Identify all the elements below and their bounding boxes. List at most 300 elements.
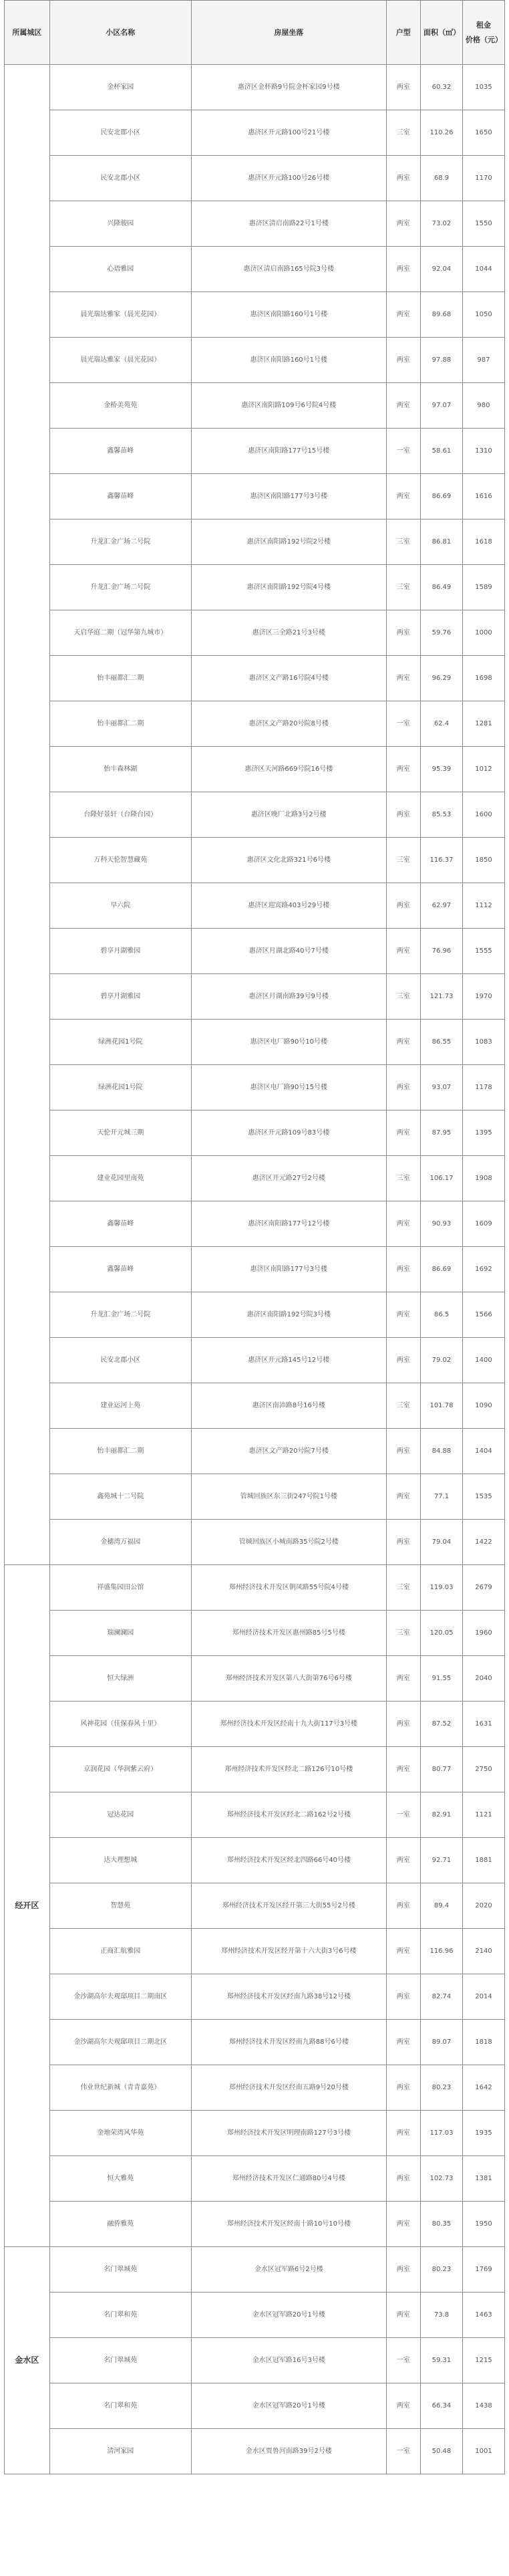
- area-cell: 58.61: [420, 429, 462, 474]
- community-cell: 早六院: [49, 883, 191, 929]
- area-cell: 96.29: [420, 656, 462, 701]
- address-cell: 管城回族区东三街247号院1号楼: [191, 1474, 386, 1520]
- rent-cell: 1178: [462, 1065, 504, 1110]
- type-cell: 两室: [386, 2202, 420, 2247]
- table-row: [5, 2020, 505, 2065]
- type-cell: 三室: [386, 1156, 420, 1201]
- area-cell: 119.03: [420, 1565, 462, 1611]
- type-cell: 两室: [386, 156, 420, 201]
- area-cell: 76.96: [420, 929, 462, 974]
- type-cell: 两室: [386, 1429, 420, 1474]
- address-cell: 郑州经济技术开发区朝凤路55号院4号楼: [191, 1565, 386, 1611]
- type-cell: 两室: [386, 1929, 420, 1974]
- rent-cell: 1550: [462, 201, 504, 247]
- table-row: [5, 201, 505, 247]
- rent-cell: 1381: [462, 2156, 504, 2202]
- community-cell: 心语雅园: [49, 247, 191, 292]
- table-row: [5, 1429, 505, 1474]
- community-cell: 金穗湾万福园: [49, 1520, 191, 1565]
- table-row: [5, 792, 505, 838]
- community-cell: 怡丰森林湖: [49, 747, 191, 792]
- community-cell: 祥盛集园田公馆: [49, 1565, 191, 1611]
- community-cell: 鑫馨苗峰: [49, 1247, 191, 1292]
- table-row: [5, 1065, 505, 1110]
- type-cell: 一室: [386, 2429, 420, 2474]
- rent-cell: 1170: [462, 156, 504, 201]
- address-cell: 惠济区月湖南路39号9号楼: [191, 974, 386, 1020]
- type-cell: 两室: [386, 1883, 420, 1929]
- table-row: [5, 1520, 505, 1565]
- address-cell: 惠济区开元路145号12号楼: [191, 1338, 386, 1383]
- type-cell: 一室: [386, 701, 420, 747]
- community-cell: 鑫馨苗峰: [49, 1201, 191, 1247]
- community-cell: 京润花园（华润紫云府）: [49, 1747, 191, 1792]
- community-cell: 升龙汇金广场二号院: [49, 565, 191, 610]
- community-cell: 金地荣湾风华苑: [49, 2111, 191, 2156]
- community-cell: 鑫馨苗峰: [49, 474, 191, 519]
- community-cell: 民安北郡小区: [49, 1338, 191, 1383]
- community-cell: 建业运河上苑: [49, 1383, 191, 1429]
- type-cell: 两室: [386, 2156, 420, 2202]
- type-cell: 三室: [386, 110, 420, 156]
- rent-cell: 1881: [462, 1838, 504, 1883]
- table-row: [5, 1383, 505, 1429]
- rent-cell: 1112: [462, 883, 504, 929]
- community-cell: 晨光瑞达雅家（晨光花园）: [49, 338, 191, 383]
- header-rent-line2: 价格（元）: [465, 35, 502, 44]
- address-cell: 郑州经济技术开发区经南十路10号10号楼: [191, 2202, 386, 2247]
- address-cell: 惠济区金杯路9号院金杯家园9号楼: [191, 65, 386, 110]
- rent-cell: 1001: [462, 2429, 504, 2474]
- district-cell: 金水区: [5, 2247, 50, 2474]
- rental-listings-table: [4, 0, 505, 2474]
- address-cell: 惠济区文化北路321号6号楼: [191, 838, 386, 883]
- rent-cell: 1555: [462, 929, 504, 974]
- address-cell: 惠济区晚厂北路3号2号楼: [191, 792, 386, 838]
- table-row: [5, 2156, 505, 2202]
- table-row: [5, 1565, 505, 1611]
- community-cell: 正商汇航雅园: [49, 1929, 191, 1974]
- table-row: [5, 2247, 505, 2293]
- table-row: [5, 883, 505, 929]
- rent-cell: 1850: [462, 838, 504, 883]
- type-cell: 两室: [386, 1974, 420, 2020]
- address-cell: 惠济区文产路16号院4号楼: [191, 656, 386, 701]
- type-cell: 两室: [386, 883, 420, 929]
- address-cell: 郑州经济技术开发区经开第三大街55号2号楼: [191, 1883, 386, 1929]
- address-cell: 郑州经济技术开发区惠州路85号5号楼: [191, 1611, 386, 1656]
- address-cell: 惠济区天河路669号院16号楼: [191, 747, 386, 792]
- rent-cell: 1609: [462, 1201, 504, 1247]
- address-cell: 惠济区南阳路109号6号院4号楼: [191, 383, 386, 429]
- area-cell: 91.55: [420, 1656, 462, 1702]
- type-cell: 两室: [386, 1747, 420, 1792]
- address-cell: 惠济区月湖北路40号7号楼: [191, 929, 386, 974]
- table-row: [5, 1702, 505, 1747]
- area-cell: 79.04: [420, 1520, 462, 1565]
- community-cell: 民安北郡小区: [49, 156, 191, 201]
- area-cell: 89.68: [420, 292, 462, 338]
- rent-cell: 2750: [462, 1747, 504, 1792]
- rent-cell: 1400: [462, 1338, 504, 1383]
- area-cell: 92.04: [420, 247, 462, 292]
- address-cell: 郑州经济技术开发区经北二路126号10号楼: [191, 1747, 386, 1792]
- type-cell: 两室: [386, 1201, 420, 1247]
- type-cell: 两室: [386, 383, 420, 429]
- header-area: 面积（㎡）: [420, 1, 462, 65]
- rent-cell: 1395: [462, 1110, 504, 1156]
- community-cell: 金沙湖高尔夫观邸项目二期南区: [49, 1974, 191, 2020]
- type-cell: 三室: [386, 838, 420, 883]
- type-cell: 两室: [386, 1065, 420, 1110]
- address-cell: 惠济区文产路20号院8号楼: [191, 701, 386, 747]
- community-cell: 瑞澜澜园: [49, 1611, 191, 1656]
- area-cell: 79.02: [420, 1338, 462, 1383]
- type-cell: 两室: [386, 2020, 420, 2065]
- address-cell: 惠济区迎宾路403号29号楼: [191, 883, 386, 929]
- table-row: [5, 1156, 505, 1201]
- table-row: [5, 1292, 505, 1338]
- table-row: [5, 1201, 505, 1247]
- rent-cell: 1044: [462, 247, 504, 292]
- area-cell: 120.05: [420, 1611, 462, 1656]
- rent-cell: 1422: [462, 1520, 504, 1565]
- community-cell: 鑫苑城十二号院: [49, 1474, 191, 1520]
- rent-cell: 2020: [462, 1883, 504, 1929]
- community-cell: 绿洲花园1号院: [49, 1065, 191, 1110]
- community-cell: 天伦开元城三期: [49, 1110, 191, 1156]
- community-cell: 怡丰丽都汇二期: [49, 1429, 191, 1474]
- table-row: [5, 2383, 505, 2429]
- area-cell: 60.32: [420, 65, 462, 110]
- type-cell: 两室: [386, 610, 420, 656]
- address-cell: 惠济区南阳路160号1号楼: [191, 338, 386, 383]
- table-row: [5, 929, 505, 974]
- table-row: [5, 383, 505, 429]
- area-cell: 116.37: [420, 838, 462, 883]
- rent-cell: 1535: [462, 1474, 504, 1520]
- address-cell: 郑州经济技术开发区经开第十六大街3号6号楼: [191, 1929, 386, 1974]
- area-cell: 89.07: [420, 2020, 462, 2065]
- community-cell: 智慧苑: [49, 1883, 191, 1929]
- table-row: [5, 519, 505, 565]
- table-row: [5, 701, 505, 747]
- type-cell: 两室: [386, 1292, 420, 1338]
- table-row: [5, 565, 505, 610]
- area-cell: 97.88: [420, 338, 462, 383]
- rent-cell: 2140: [462, 1929, 504, 1974]
- address-cell: 郑州经济技术开发区经北四路66号40号楼: [191, 1838, 386, 1883]
- community-cell: 达大理想城: [49, 1838, 191, 1883]
- area-cell: 106.17: [420, 1156, 462, 1201]
- header-rent-line1: 租金: [476, 20, 491, 29]
- address-cell: 惠济区南阳路192号院2号楼: [191, 519, 386, 565]
- type-cell: 两室: [386, 792, 420, 838]
- area-cell: 121.73: [420, 974, 462, 1020]
- rent-cell: 1650: [462, 110, 504, 156]
- table-row: [5, 2429, 505, 2474]
- type-cell: 三室: [386, 1565, 420, 1611]
- area-cell: 66.34: [420, 2383, 462, 2429]
- address-cell: 郑州经济技术开发区经北二路162号2号楼: [191, 1792, 386, 1838]
- community-cell: 恒大绿洲: [49, 1656, 191, 1702]
- header-rent: [462, 1, 504, 65]
- address-cell: 惠济区南阳路177号15号楼: [191, 429, 386, 474]
- header-row: [5, 1, 505, 65]
- community-cell: 融侨雅苑: [49, 2202, 191, 2247]
- header-type: 户型: [386, 1, 420, 65]
- address-cell: 金水区贾鲁河南路39号2号楼: [191, 2429, 386, 2474]
- area-cell: 90.93: [420, 1201, 462, 1247]
- type-cell: 两室: [386, 1247, 420, 1292]
- rent-cell: 1566: [462, 1292, 504, 1338]
- community-cell: 怡丰丽都汇二期: [49, 701, 191, 747]
- table-row: [5, 2338, 505, 2383]
- community-cell: 绿洲花园1号院: [49, 1020, 191, 1065]
- type-cell: 两室: [386, 2111, 420, 2156]
- area-cell: 82.74: [420, 1974, 462, 2020]
- address-cell: 惠济区南阳路177号12号楼: [191, 1201, 386, 1247]
- type-cell: 两室: [386, 2383, 420, 2429]
- table-row: [5, 1883, 505, 1929]
- area-cell: 82.91: [420, 1792, 462, 1838]
- type-cell: 两室: [386, 656, 420, 701]
- community-cell: 碧享月湖雅园: [49, 974, 191, 1020]
- type-cell: 两室: [386, 201, 420, 247]
- rent-cell: 1215: [462, 2338, 504, 2383]
- rent-cell: 1960: [462, 1611, 504, 1656]
- table-body: [5, 65, 505, 2474]
- table-row: [5, 1656, 505, 1702]
- community-cell: 碧享月湖雅园: [49, 929, 191, 974]
- type-cell: 三室: [386, 1611, 420, 1656]
- area-cell: 80.35: [420, 2202, 462, 2247]
- address-cell: 郑州经济技术开发区明理南路127号3号楼: [191, 2111, 386, 2156]
- table-row: [5, 2065, 505, 2111]
- community-cell: 名门翠和苑: [49, 2293, 191, 2338]
- table-row: [5, 1792, 505, 1838]
- table-row: [5, 1020, 505, 1065]
- community-cell: 伟业世纪新城（青青嘉苑）: [49, 2065, 191, 2111]
- table-row: [5, 1110, 505, 1156]
- type-cell: 两室: [386, 1656, 420, 1702]
- address-cell: 金水区冠军路20号1号楼: [191, 2293, 386, 2338]
- community-cell: 升龙汇金广场二号院: [49, 519, 191, 565]
- rent-cell: 1050: [462, 292, 504, 338]
- type-cell: 两室: [386, 929, 420, 974]
- rent-cell: 1281: [462, 701, 504, 747]
- area-cell: 59.76: [420, 610, 462, 656]
- address-cell: 郑州经济技术开发区经南九路38号12号楼: [191, 1974, 386, 2020]
- community-cell: 晨光瑞达雅家（晨光花园）: [49, 292, 191, 338]
- area-cell: 86.5: [420, 1292, 462, 1338]
- table-row: [5, 1338, 505, 1383]
- rent-cell: 1631: [462, 1702, 504, 1747]
- rental-table-container: [4, 0, 505, 2576]
- type-cell: 两室: [386, 2065, 420, 2111]
- table-row: [5, 1474, 505, 1520]
- area-cell: 50.48: [420, 2429, 462, 2474]
- type-cell: 两室: [386, 1474, 420, 1520]
- address-cell: 惠济区三全路21号3号楼: [191, 610, 386, 656]
- rent-cell: 1642: [462, 2065, 504, 2111]
- type-cell: 两室: [386, 2293, 420, 2338]
- area-cell: 110.26: [420, 110, 462, 156]
- area-cell: 89.4: [420, 1883, 462, 1929]
- community-cell: 名门翠和苑: [49, 2383, 191, 2429]
- address-cell: 郑州经济技术开发区经南十九大街117号3号楼: [191, 1702, 386, 1747]
- rent-cell: 2040: [462, 1656, 504, 1702]
- table-row: [5, 1974, 505, 2020]
- type-cell: 三室: [386, 1383, 420, 1429]
- area-cell: 97.07: [420, 383, 462, 429]
- type-cell: 两室: [386, 1520, 420, 1565]
- community-cell: 建业花园里南苑: [49, 1156, 191, 1201]
- area-cell: 93.07: [420, 1065, 462, 1110]
- address-cell: 惠济区电厂路90号15号楼: [191, 1065, 386, 1110]
- community-cell: 怡丰丽都汇二期: [49, 656, 191, 701]
- rent-cell: 1618: [462, 519, 504, 565]
- address-cell: 惠济区南阳路192号院3号楼: [191, 1292, 386, 1338]
- area-cell: 77.1: [420, 1474, 462, 1520]
- address-cell: 郑州经济技术开发区仁通路80号4号楼: [191, 2156, 386, 2202]
- rent-cell: 1012: [462, 747, 504, 792]
- community-cell: 名门翠城苑: [49, 2247, 191, 2293]
- rent-cell: 1404: [462, 1429, 504, 1474]
- header-community: 小区名称: [49, 1, 191, 65]
- type-cell: 两室: [386, 1338, 420, 1383]
- address-cell: 惠济区清启南路165号院3号楼: [191, 247, 386, 292]
- table-row: [5, 2202, 505, 2247]
- address-cell: 惠济区南阳路177号3号楼: [191, 474, 386, 519]
- type-cell: 两室: [386, 1020, 420, 1065]
- community-cell: 风神花园（佳保春风十里）: [49, 1702, 191, 1747]
- type-cell: 两室: [386, 65, 420, 110]
- address-cell: 郑州经济技术开发区第八大街第76号6号楼: [191, 1656, 386, 1702]
- type-cell: 一室: [386, 429, 420, 474]
- address-cell: 惠济区清启南路22号1号楼: [191, 201, 386, 247]
- address-cell: 惠济区开元路27号2号楼: [191, 1156, 386, 1201]
- rent-cell: 1970: [462, 974, 504, 1020]
- community-cell: 金沙湖高尔夫观邸项目二期北区: [49, 2020, 191, 2065]
- community-cell: 清河家园: [49, 2429, 191, 2474]
- rent-cell: 1698: [462, 656, 504, 701]
- rent-cell: 1589: [462, 565, 504, 610]
- address-cell: 惠济区开元路100号26号楼: [191, 156, 386, 201]
- table-row: [5, 110, 505, 156]
- table-row: [5, 1929, 505, 1974]
- area-cell: 86.81: [420, 519, 462, 565]
- rent-cell: 1463: [462, 2293, 504, 2338]
- type-cell: 两室: [386, 292, 420, 338]
- rent-cell: 1310: [462, 429, 504, 474]
- table-row: [5, 747, 505, 792]
- area-cell: 117.03: [420, 2111, 462, 2156]
- table-row: [5, 1838, 505, 1883]
- table-row: [5, 838, 505, 883]
- table-row: [5, 2111, 505, 2156]
- table-row: [5, 2293, 505, 2338]
- type-cell: 一室: [386, 1792, 420, 1838]
- community-cell: 万科天伦智慧藏苑: [49, 838, 191, 883]
- rent-cell: 1600: [462, 792, 504, 838]
- rent-cell: 1035: [462, 65, 504, 110]
- type-cell: 两室: [386, 1110, 420, 1156]
- area-cell: 102.73: [420, 2156, 462, 2202]
- area-cell: 84.88: [420, 1429, 462, 1474]
- area-cell: 86.49: [420, 565, 462, 610]
- type-cell: 两室: [386, 1838, 420, 1883]
- community-cell: 名门翠城苑: [49, 2338, 191, 2383]
- address-cell: 金水区冠军路6号2号楼: [191, 2247, 386, 2293]
- rent-cell: 1000: [462, 610, 504, 656]
- area-cell: 80.77: [420, 1747, 462, 1792]
- type-cell: 两室: [386, 247, 420, 292]
- header-address: 房屋坐落: [191, 1, 386, 65]
- table-row: [5, 338, 505, 383]
- address-cell: 惠济区开元路109号83号楼: [191, 1110, 386, 1156]
- rent-cell: 1090: [462, 1383, 504, 1429]
- area-cell: 87.52: [420, 1702, 462, 1747]
- district-cell: [5, 65, 50, 1565]
- address-cell: 惠济区南沛路8号16号楼: [191, 1383, 386, 1429]
- district-cell: 经开区: [5, 1565, 50, 2247]
- area-cell: 86.55: [420, 1020, 462, 1065]
- type-cell: 三室: [386, 974, 420, 1020]
- table-row: [5, 610, 505, 656]
- area-cell: 73.02: [420, 201, 462, 247]
- rent-cell: 1616: [462, 474, 504, 519]
- area-cell: 80.23: [420, 2247, 462, 2293]
- type-cell: 两室: [386, 474, 420, 519]
- table-row: [5, 1611, 505, 1656]
- type-cell: 两室: [386, 1702, 420, 1747]
- community-cell: 升龙汇金广场二号院: [49, 1292, 191, 1338]
- table-row: [5, 656, 505, 701]
- type-cell: 三室: [386, 519, 420, 565]
- area-cell: 116.96: [420, 1929, 462, 1974]
- address-cell: 惠济区南阳路160号1号楼: [191, 292, 386, 338]
- area-cell: 85.53: [420, 792, 462, 838]
- table-row: [5, 292, 505, 338]
- address-cell: 管城回族区小城南路35号院2号楼: [191, 1520, 386, 1565]
- type-cell: 两室: [386, 747, 420, 792]
- community-cell: 鑫馨苗峰: [49, 429, 191, 474]
- community-cell: 冠达花园: [49, 1792, 191, 1838]
- rent-cell: 1935: [462, 2111, 504, 2156]
- table-row: [5, 156, 505, 201]
- area-cell: 86.69: [420, 1247, 462, 1292]
- area-cell: 62.97: [420, 883, 462, 929]
- type-cell: 两室: [386, 338, 420, 383]
- area-cell: 92.71: [420, 1838, 462, 1883]
- address-cell: 郑州经济技术开发区经南五路9号20号楼: [191, 2065, 386, 2111]
- table-row: [5, 247, 505, 292]
- address-cell: 惠济区开元路100号21号楼: [191, 110, 386, 156]
- area-cell: 101.78: [420, 1383, 462, 1429]
- area-cell: 86.69: [420, 474, 462, 519]
- address-cell: 金水区冠军路16号3号楼: [191, 2338, 386, 2383]
- address-cell: 惠济区文产路20号院7号楼: [191, 1429, 386, 1474]
- rent-cell: 1121: [462, 1792, 504, 1838]
- rent-cell: 1438: [462, 2383, 504, 2429]
- rent-cell: 1692: [462, 1247, 504, 1292]
- table-row: [5, 474, 505, 519]
- address-cell: 惠济区南阳路192号院4号楼: [191, 565, 386, 610]
- rent-cell: 2014: [462, 1974, 504, 2020]
- rent-cell: 1908: [462, 1156, 504, 1201]
- community-cell: 台隆好景轩（台隆台园）: [49, 792, 191, 838]
